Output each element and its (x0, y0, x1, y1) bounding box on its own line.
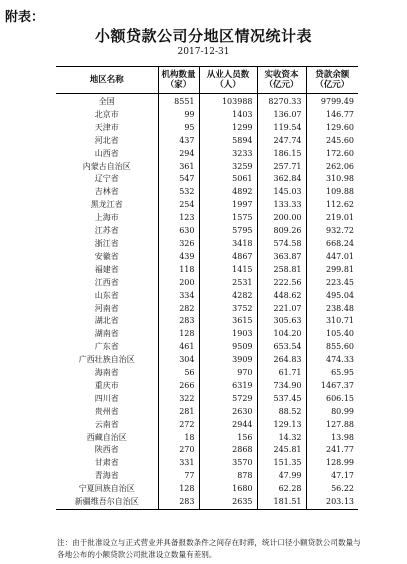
loan-balance-cell: 203.13 (306, 496, 358, 509)
table-row (56, 470, 358, 483)
institution-count-cell: 272 (158, 419, 199, 432)
table-row (56, 212, 358, 225)
loan-balance-cell: 223.45 (306, 277, 358, 290)
region-cell: 甘肃省 (56, 457, 158, 470)
employee-count-cell: 4892 (199, 186, 257, 199)
table-row (56, 457, 358, 470)
table-row (56, 432, 358, 445)
table-row (56, 290, 358, 303)
region-cell: 上海市 (56, 212, 158, 225)
employee-count-cell: 2868 (199, 444, 257, 457)
institution-count-cell: 282 (158, 303, 199, 316)
table-date: 2017-12-31 (177, 47, 230, 57)
table-row (56, 238, 358, 251)
paid-in-capital-cell: 181.51 (257, 496, 306, 509)
table-row (56, 251, 358, 264)
table-row (56, 122, 358, 135)
header-paid-in-capital: 实收资本 （亿元） (257, 67, 306, 94)
loan-balance-cell: 262.06 (306, 161, 358, 174)
region-cell: 河南省 (56, 303, 158, 316)
loan-balance-cell: 310.71 (306, 315, 358, 328)
employee-count-cell: 3615 (199, 315, 257, 328)
region-cell: 江西省 (56, 277, 158, 290)
employee-count-cell: 1299 (199, 122, 257, 135)
institution-count-cell: 283 (158, 496, 199, 509)
institution-count-cell: 270 (158, 444, 199, 457)
region-cell: 湖北省 (56, 315, 158, 328)
appendix-label: 附表： (5, 10, 45, 25)
table-row (56, 444, 358, 457)
loan-balance-cell: 241.77 (306, 444, 358, 457)
table-title: 小额贷款公司分地区情况统计表 (94, 27, 312, 45)
region-cell: 广东省 (56, 341, 158, 354)
region-cell: 山东省 (56, 290, 158, 303)
paid-in-capital-cell: 734.90 (257, 380, 306, 393)
paid-in-capital-cell: 362.84 (257, 173, 306, 186)
employee-count-cell: 5729 (199, 393, 257, 406)
loan-balance-cell: 245.60 (306, 135, 358, 148)
loan-balance-cell: 310.98 (306, 173, 358, 186)
employee-count-cell: 3909 (199, 354, 257, 367)
institution-count-cell: 437 (158, 135, 199, 148)
paid-in-capital-cell: 245.81 (257, 444, 306, 457)
employee-count-cell: 2630 (199, 406, 257, 419)
loan-balance-cell: 109.88 (306, 186, 358, 199)
loan-balance-cell: 105.40 (306, 328, 358, 341)
loan-balance-cell: 238.48 (306, 303, 358, 316)
employee-count-cell: 1997 (199, 199, 257, 212)
loan-balance-cell: 9799.49 (306, 94, 358, 109)
table-row (56, 496, 358, 509)
institution-count-cell: 128 (158, 483, 199, 496)
table-row (56, 406, 358, 419)
header-row (56, 67, 358, 94)
loan-balance-cell: 65.95 (306, 367, 358, 380)
employee-count-cell: 5795 (199, 225, 257, 238)
table-row (56, 367, 358, 380)
regional-statistics-table (56, 66, 358, 510)
region-cell: 安徽省 (56, 251, 158, 264)
loan-balance-cell: 932.72 (306, 225, 358, 238)
region-cell: 北京市 (56, 109, 158, 122)
header-employee-count: 从业人员数 （人） (199, 67, 257, 94)
institution-count-cell: 326 (158, 238, 199, 251)
institution-count-cell: 266 (158, 380, 199, 393)
table-row (56, 483, 358, 496)
table-row (56, 135, 358, 148)
table-row (56, 186, 358, 199)
table-row (56, 315, 358, 328)
table-row (56, 393, 358, 406)
paid-in-capital-cell: 151.35 (257, 457, 306, 470)
institution-count-cell: 200 (158, 277, 199, 290)
region-cell: 福建省 (56, 264, 158, 277)
region-cell: 陕西省 (56, 444, 158, 457)
footnote: 注：由于批准设立与正式营业并具备报数条件之间存在时滞，统计口径小额贷款公司数量与各地公布的小额贷款公司批准设立数量有差别。 (57, 538, 361, 559)
employee-count-cell: 1415 (199, 264, 257, 277)
paid-in-capital-cell: 809.26 (257, 225, 306, 238)
loan-balance-cell: 606.15 (306, 393, 358, 406)
employee-count-cell: 4282 (199, 290, 257, 303)
institution-count-cell: 18 (158, 432, 199, 445)
paid-in-capital-cell: 8270.33 (257, 94, 306, 109)
paid-in-capital-cell: 257.71 (257, 161, 306, 174)
table-row (56, 328, 358, 341)
institution-count-cell: 123 (158, 212, 199, 225)
paid-in-capital-cell: 133.33 (257, 199, 306, 212)
employee-count-cell: 5894 (199, 135, 257, 148)
paid-in-capital-cell: 14.32 (257, 432, 306, 445)
header-institution-count: 机构数量 （家） (158, 67, 199, 94)
employee-count-cell: 1575 (199, 212, 257, 225)
region-cell: 河北省 (56, 135, 158, 148)
employee-count-cell: 156 (199, 432, 257, 445)
institution-count-cell: 304 (158, 354, 199, 367)
region-cell: 天津市 (56, 122, 158, 135)
institution-count-cell: 95 (158, 122, 199, 135)
region-cell: 贵州省 (56, 406, 158, 419)
institution-count-cell: 547 (158, 173, 199, 186)
region-cell: 青海省 (56, 470, 158, 483)
paid-in-capital-cell: 47.99 (257, 470, 306, 483)
header-region: 地区名称 (56, 67, 158, 94)
employee-count-cell: 3418 (199, 238, 257, 251)
paid-in-capital-cell: 61.71 (257, 367, 306, 380)
paid-in-capital-cell: 62.28 (257, 483, 306, 496)
employee-count-cell: 1403 (199, 109, 257, 122)
institution-count-cell: 294 (158, 148, 199, 161)
institution-count-cell: 334 (158, 290, 199, 303)
institution-count-cell: 322 (158, 393, 199, 406)
table-row (56, 148, 358, 161)
paid-in-capital-cell: 574.58 (257, 238, 306, 251)
institution-count-cell: 461 (158, 341, 199, 354)
region-cell: 辽宁省 (56, 173, 158, 186)
table-row (56, 161, 358, 174)
institution-count-cell: 254 (158, 199, 199, 212)
paid-in-capital-cell: 222.56 (257, 277, 306, 290)
institution-count-cell: 283 (158, 315, 199, 328)
region-cell: 吉林省 (56, 186, 158, 199)
loan-balance-cell: 474.33 (306, 354, 358, 367)
loan-balance-cell: 56.22 (306, 483, 358, 496)
loan-balance-cell: 47.17 (306, 470, 358, 483)
table-row (56, 94, 358, 109)
table-row (56, 419, 358, 432)
institution-count-cell: 532 (158, 186, 199, 199)
loan-balance-cell: 13.98 (306, 432, 358, 445)
loan-balance-cell: 146.77 (306, 109, 358, 122)
region-cell: 重庆市 (56, 380, 158, 393)
loan-balance-cell: 668.24 (306, 238, 358, 251)
region-cell: 湖南省 (56, 328, 158, 341)
region-cell: 黑龙江省 (56, 199, 158, 212)
institution-count-cell: 630 (158, 225, 199, 238)
institution-count-cell: 8551 (158, 94, 199, 109)
table-row (56, 173, 358, 186)
table-row (56, 277, 358, 290)
employee-count-cell: 3259 (199, 161, 257, 174)
institution-count-cell: 361 (158, 161, 199, 174)
paid-in-capital-cell: 186.15 (257, 148, 306, 161)
region-cell: 宁夏回族自治区 (56, 483, 158, 496)
region-cell: 山西省 (56, 148, 158, 161)
header-loan-balance: 贷款余额 （亿元） (306, 67, 358, 94)
region-cell: 全国 (56, 94, 158, 109)
paid-in-capital-cell: 363.87 (257, 251, 306, 264)
region-cell: 四川省 (56, 393, 158, 406)
paid-in-capital-cell: 258.81 (257, 264, 306, 277)
table-body (56, 94, 358, 510)
loan-balance-cell: 219.01 (306, 212, 358, 225)
paid-in-capital-cell: 264.83 (257, 354, 306, 367)
employee-count-cell: 878 (199, 470, 257, 483)
institution-count-cell: 99 (158, 109, 199, 122)
loan-balance-cell: 447.01 (306, 251, 358, 264)
institution-count-cell: 281 (158, 406, 199, 419)
paid-in-capital-cell: 221.07 (257, 303, 306, 316)
table-row (56, 199, 358, 212)
paid-in-capital-cell: 88.52 (257, 406, 306, 419)
region-cell: 江苏省 (56, 225, 158, 238)
paid-in-capital-cell: 448.62 (257, 290, 306, 303)
loan-balance-cell: 112.62 (306, 199, 358, 212)
loan-balance-cell: 299.81 (306, 264, 358, 277)
employee-count-cell: 5061 (199, 173, 257, 186)
table-row (56, 380, 358, 393)
loan-balance-cell: 1467.37 (306, 380, 358, 393)
region-cell: 西藏自治区 (56, 432, 158, 445)
institution-count-cell: 118 (158, 264, 199, 277)
employee-count-cell: 2635 (199, 496, 257, 509)
employee-count-cell: 970 (199, 367, 257, 380)
paid-in-capital-cell: 247.74 (257, 135, 306, 148)
institution-count-cell: 439 (158, 251, 199, 264)
employee-count-cell: 2944 (199, 419, 257, 432)
region-cell: 广西壮族自治区 (56, 354, 158, 367)
table-row (56, 225, 358, 238)
region-cell: 浙江省 (56, 238, 158, 251)
institution-count-cell: 128 (158, 328, 199, 341)
region-cell: 海南省 (56, 367, 158, 380)
institution-count-cell: 77 (158, 470, 199, 483)
employee-count-cell: 2531 (199, 277, 257, 290)
table-row (56, 109, 358, 122)
loan-balance-cell: 495.04 (306, 290, 358, 303)
loan-balance-cell: 172.60 (306, 148, 358, 161)
employee-count-cell: 3752 (199, 303, 257, 316)
employee-count-cell: 1680 (199, 483, 257, 496)
loan-balance-cell: 855.60 (306, 341, 358, 354)
paid-in-capital-cell: 129.13 (257, 419, 306, 432)
paid-in-capital-cell: 136.07 (257, 109, 306, 122)
region-cell: 新疆维吾尔自治区 (56, 496, 158, 509)
paid-in-capital-cell: 104.20 (257, 328, 306, 341)
paid-in-capital-cell: 537.45 (257, 393, 306, 406)
institution-count-cell: 56 (158, 367, 199, 380)
region-cell: 内蒙古自治区 (56, 161, 158, 174)
employee-count-cell: 3233 (199, 148, 257, 161)
paid-in-capital-cell: 653.54 (257, 341, 306, 354)
table-row (56, 264, 358, 277)
employee-count-cell: 103988 (199, 94, 257, 109)
employee-count-cell: 6319 (199, 380, 257, 393)
loan-balance-cell: 127.88 (306, 419, 358, 432)
employee-count-cell: 3570 (199, 457, 257, 470)
table-row (56, 341, 358, 354)
employee-count-cell: 9509 (199, 341, 257, 354)
loan-balance-cell: 128.99 (306, 457, 358, 470)
employee-count-cell: 1903 (199, 328, 257, 341)
loan-balance-cell: 80.99 (306, 406, 358, 419)
institution-count-cell: 331 (158, 457, 199, 470)
paid-in-capital-cell: 119.54 (257, 122, 306, 135)
paid-in-capital-cell: 200.00 (257, 212, 306, 225)
paid-in-capital-cell: 305.63 (257, 315, 306, 328)
paid-in-capital-cell: 145.03 (257, 186, 306, 199)
table-row (56, 303, 358, 316)
loan-balance-cell: 129.60 (306, 122, 358, 135)
region-cell: 云南省 (56, 419, 158, 432)
table-row (56, 354, 358, 367)
employee-count-cell: 4867 (199, 251, 257, 264)
